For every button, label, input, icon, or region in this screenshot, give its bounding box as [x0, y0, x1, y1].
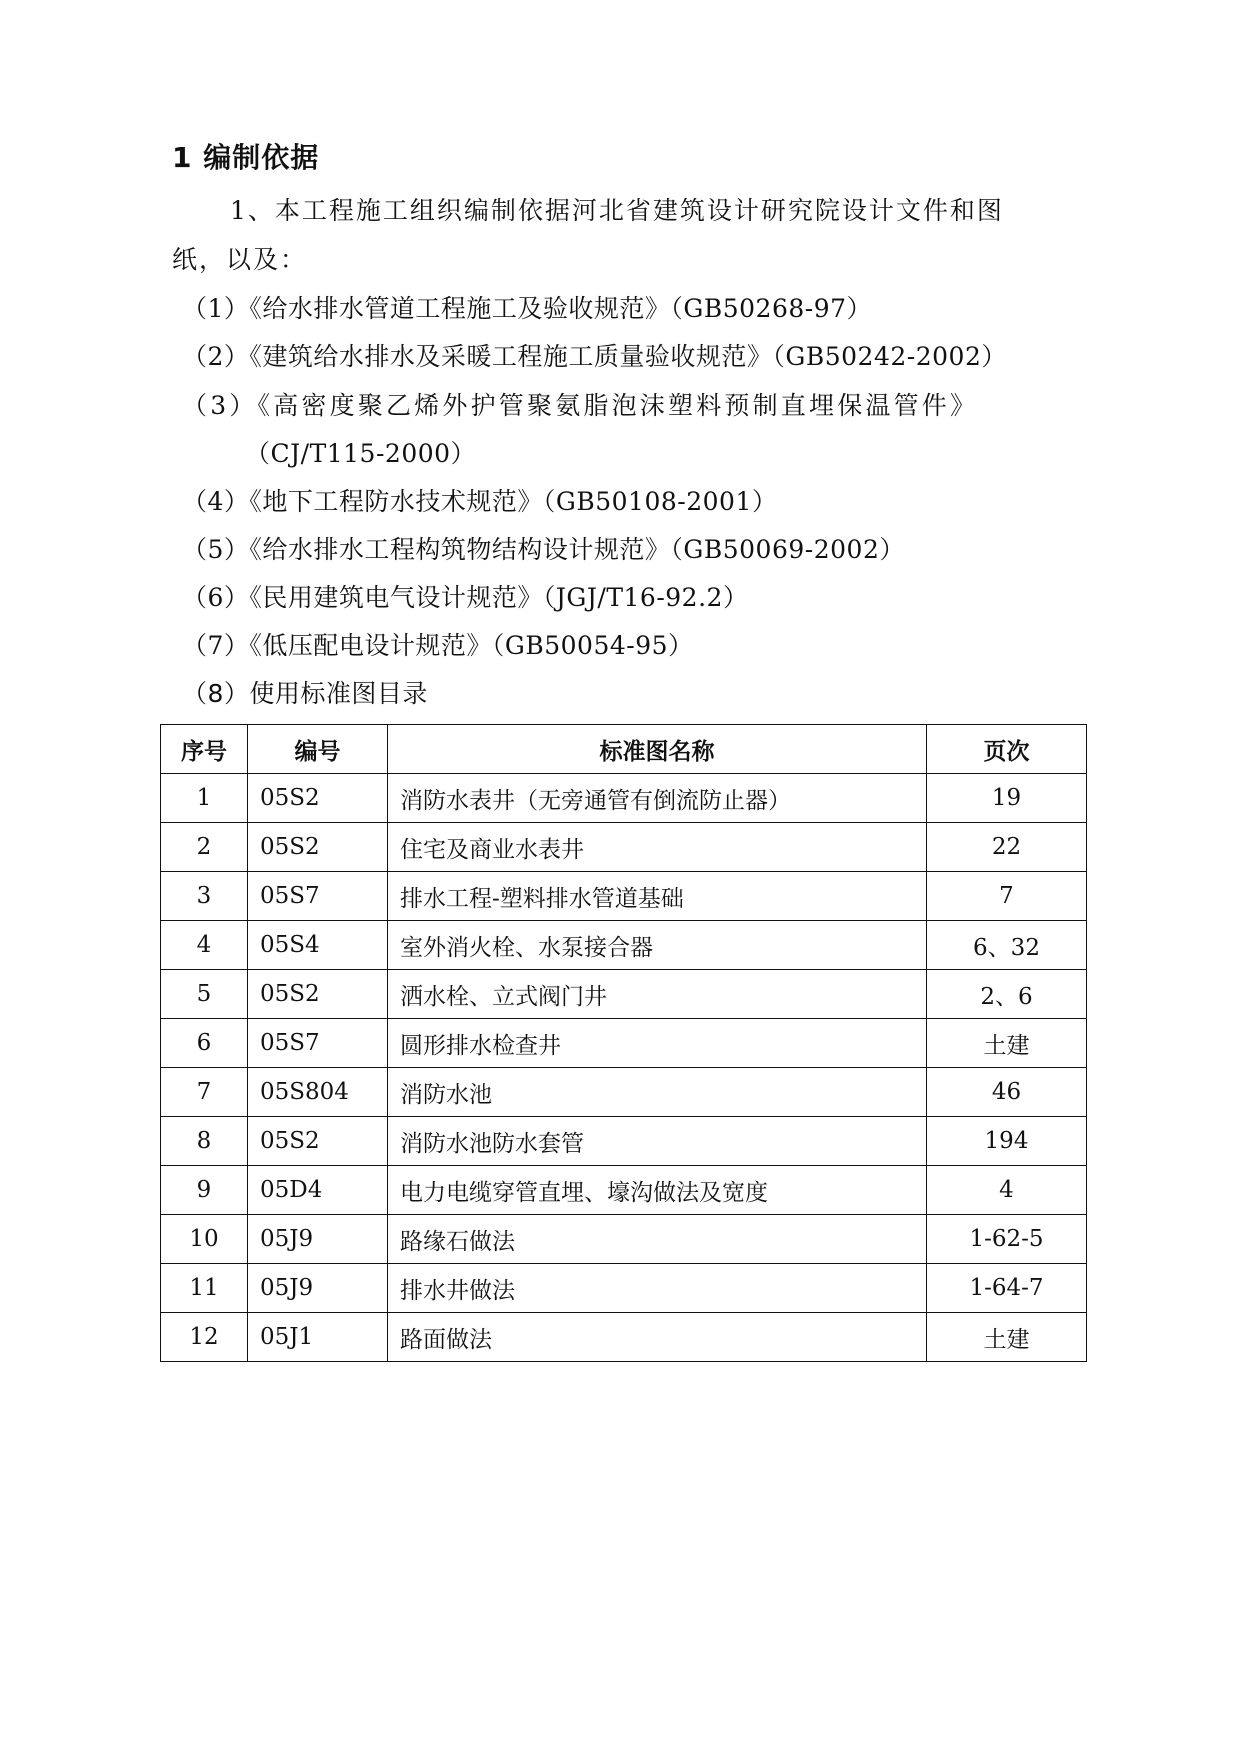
- cell-pages: 4: [927, 1166, 1087, 1215]
- cell-pages: 19: [927, 774, 1087, 823]
- cell-pages: 1-62-5: [927, 1215, 1087, 1264]
- table-row: [161, 921, 1087, 970]
- reference-3-code: （CJ/T115-2000）: [245, 439, 477, 468]
- cell-drawing-name: 路面做法: [388, 1313, 927, 1362]
- cell-code: 05J1: [248, 1313, 388, 1362]
- cell-drawing-name: 排水工程-塑料排水管道基础: [388, 872, 927, 921]
- table-row: [161, 1166, 1087, 1215]
- table-row: [161, 1068, 1087, 1117]
- header-pages: 页次: [927, 725, 1087, 774]
- table-row: [161, 823, 1087, 872]
- cell-drawing-name: 路缘石做法: [388, 1215, 927, 1264]
- intro-line-2: 纸，以及：: [172, 245, 308, 274]
- cell-index: 8: [161, 1117, 248, 1166]
- cell-drawing-name: 住宅及商业水表井: [388, 823, 927, 872]
- cell-code: 05S2: [248, 970, 388, 1019]
- cell-drawing-name: 排水井做法: [388, 1264, 927, 1313]
- cell-pages: 7: [927, 872, 1087, 921]
- cell-drawing-name: 圆形排水检查井: [388, 1019, 927, 1068]
- cell-drawing-name: 电力电缆穿管直埋、壕沟做法及宽度: [388, 1166, 927, 1215]
- cell-code: 05S4: [248, 921, 388, 970]
- cell-pages: 6、32: [927, 921, 1087, 970]
- table-row: [161, 872, 1087, 921]
- cell-drawing-name: 洒水栓、立式阀门井: [388, 970, 927, 1019]
- cell-pages: 土建: [927, 1313, 1087, 1362]
- cell-pages: 1-64-7: [927, 1264, 1087, 1313]
- table-row: [161, 1264, 1087, 1313]
- table-header-row: [161, 725, 1087, 774]
- cell-pages: 22: [927, 823, 1087, 872]
- cell-index: 4: [161, 921, 248, 970]
- cell-index: 5: [161, 970, 248, 1019]
- cell-code: 05J9: [248, 1264, 388, 1313]
- table-row: [161, 970, 1087, 1019]
- cell-pages: 土建: [927, 1019, 1087, 1068]
- cell-code: 05S2: [248, 1117, 388, 1166]
- cell-pages: 2、6: [927, 970, 1087, 1019]
- reference-5: （5）《给水排水工程构筑物结构设计规范》（GB50069-2002）: [182, 535, 905, 564]
- reference-8: （8）使用标准图目录: [182, 679, 428, 708]
- reference-1: （1）《给水排水管道工程施工及验收规范》（GB50268-97）: [182, 294, 873, 323]
- cell-drawing-name: 消防水表井（无旁通管有倒流防止器）: [388, 774, 927, 823]
- header-drawing-name: 标准图名称: [388, 725, 927, 774]
- cell-code: 05S7: [248, 872, 388, 921]
- cell-index: 2: [161, 823, 248, 872]
- cell-drawing-name: 室外消火栓、水泵接合器: [388, 921, 927, 970]
- reference-6: （6）《民用建筑电气设计规范》（JGJ/T16-92.2）: [182, 583, 749, 612]
- cell-index: 11: [161, 1264, 248, 1313]
- cell-code: 05S804: [248, 1068, 388, 1117]
- cell-drawing-name: 消防水池防水套管: [388, 1117, 927, 1166]
- cell-index: 3: [161, 872, 248, 921]
- cell-index: 1: [161, 774, 248, 823]
- header-index: 序号: [161, 725, 248, 774]
- reference-2: （2）《建筑给水排水及采暖工程施工质量验收规范》（GB50242-2002）: [182, 342, 1007, 371]
- reference-3: （3）《高密度聚乙烯外护管聚氨脂泡沫塑料预制直埋保温管件》: [182, 391, 979, 420]
- table-row: [161, 1313, 1087, 1362]
- table-row: [161, 1117, 1087, 1166]
- cell-drawing-name: 消防水池: [388, 1068, 927, 1117]
- reference-7: （7）《低压配电设计规范》（GB50054-95）: [182, 631, 694, 660]
- cell-code: 05S7: [248, 1019, 388, 1068]
- cell-code: 05D4: [248, 1166, 388, 1215]
- cell-code: 05S2: [248, 774, 388, 823]
- table-row: [161, 1019, 1087, 1068]
- cell-pages: 194: [927, 1117, 1087, 1166]
- cell-code: 05S2: [248, 823, 388, 872]
- section-heading: 1 编制依据: [172, 141, 320, 174]
- reference-4: （4）《地下工程防水技术规范》（GB50108-2001）: [182, 487, 778, 516]
- standard-drawings-table: [160, 724, 1087, 1362]
- cell-index: 6: [161, 1019, 248, 1068]
- cell-index: 9: [161, 1166, 248, 1215]
- cell-index: 7: [161, 1068, 248, 1117]
- cell-index: 12: [161, 1313, 248, 1362]
- cell-code: 05J9: [248, 1215, 388, 1264]
- cell-index: 10: [161, 1215, 248, 1264]
- intro-line-1: 1、本工程施工组织编制依据河北省建筑设计研究院设计文件和图: [230, 196, 1004, 225]
- table-row: [161, 774, 1087, 823]
- header-code: 编号: [248, 725, 388, 774]
- cell-pages: 46: [927, 1068, 1087, 1117]
- table-row: [161, 1215, 1087, 1264]
